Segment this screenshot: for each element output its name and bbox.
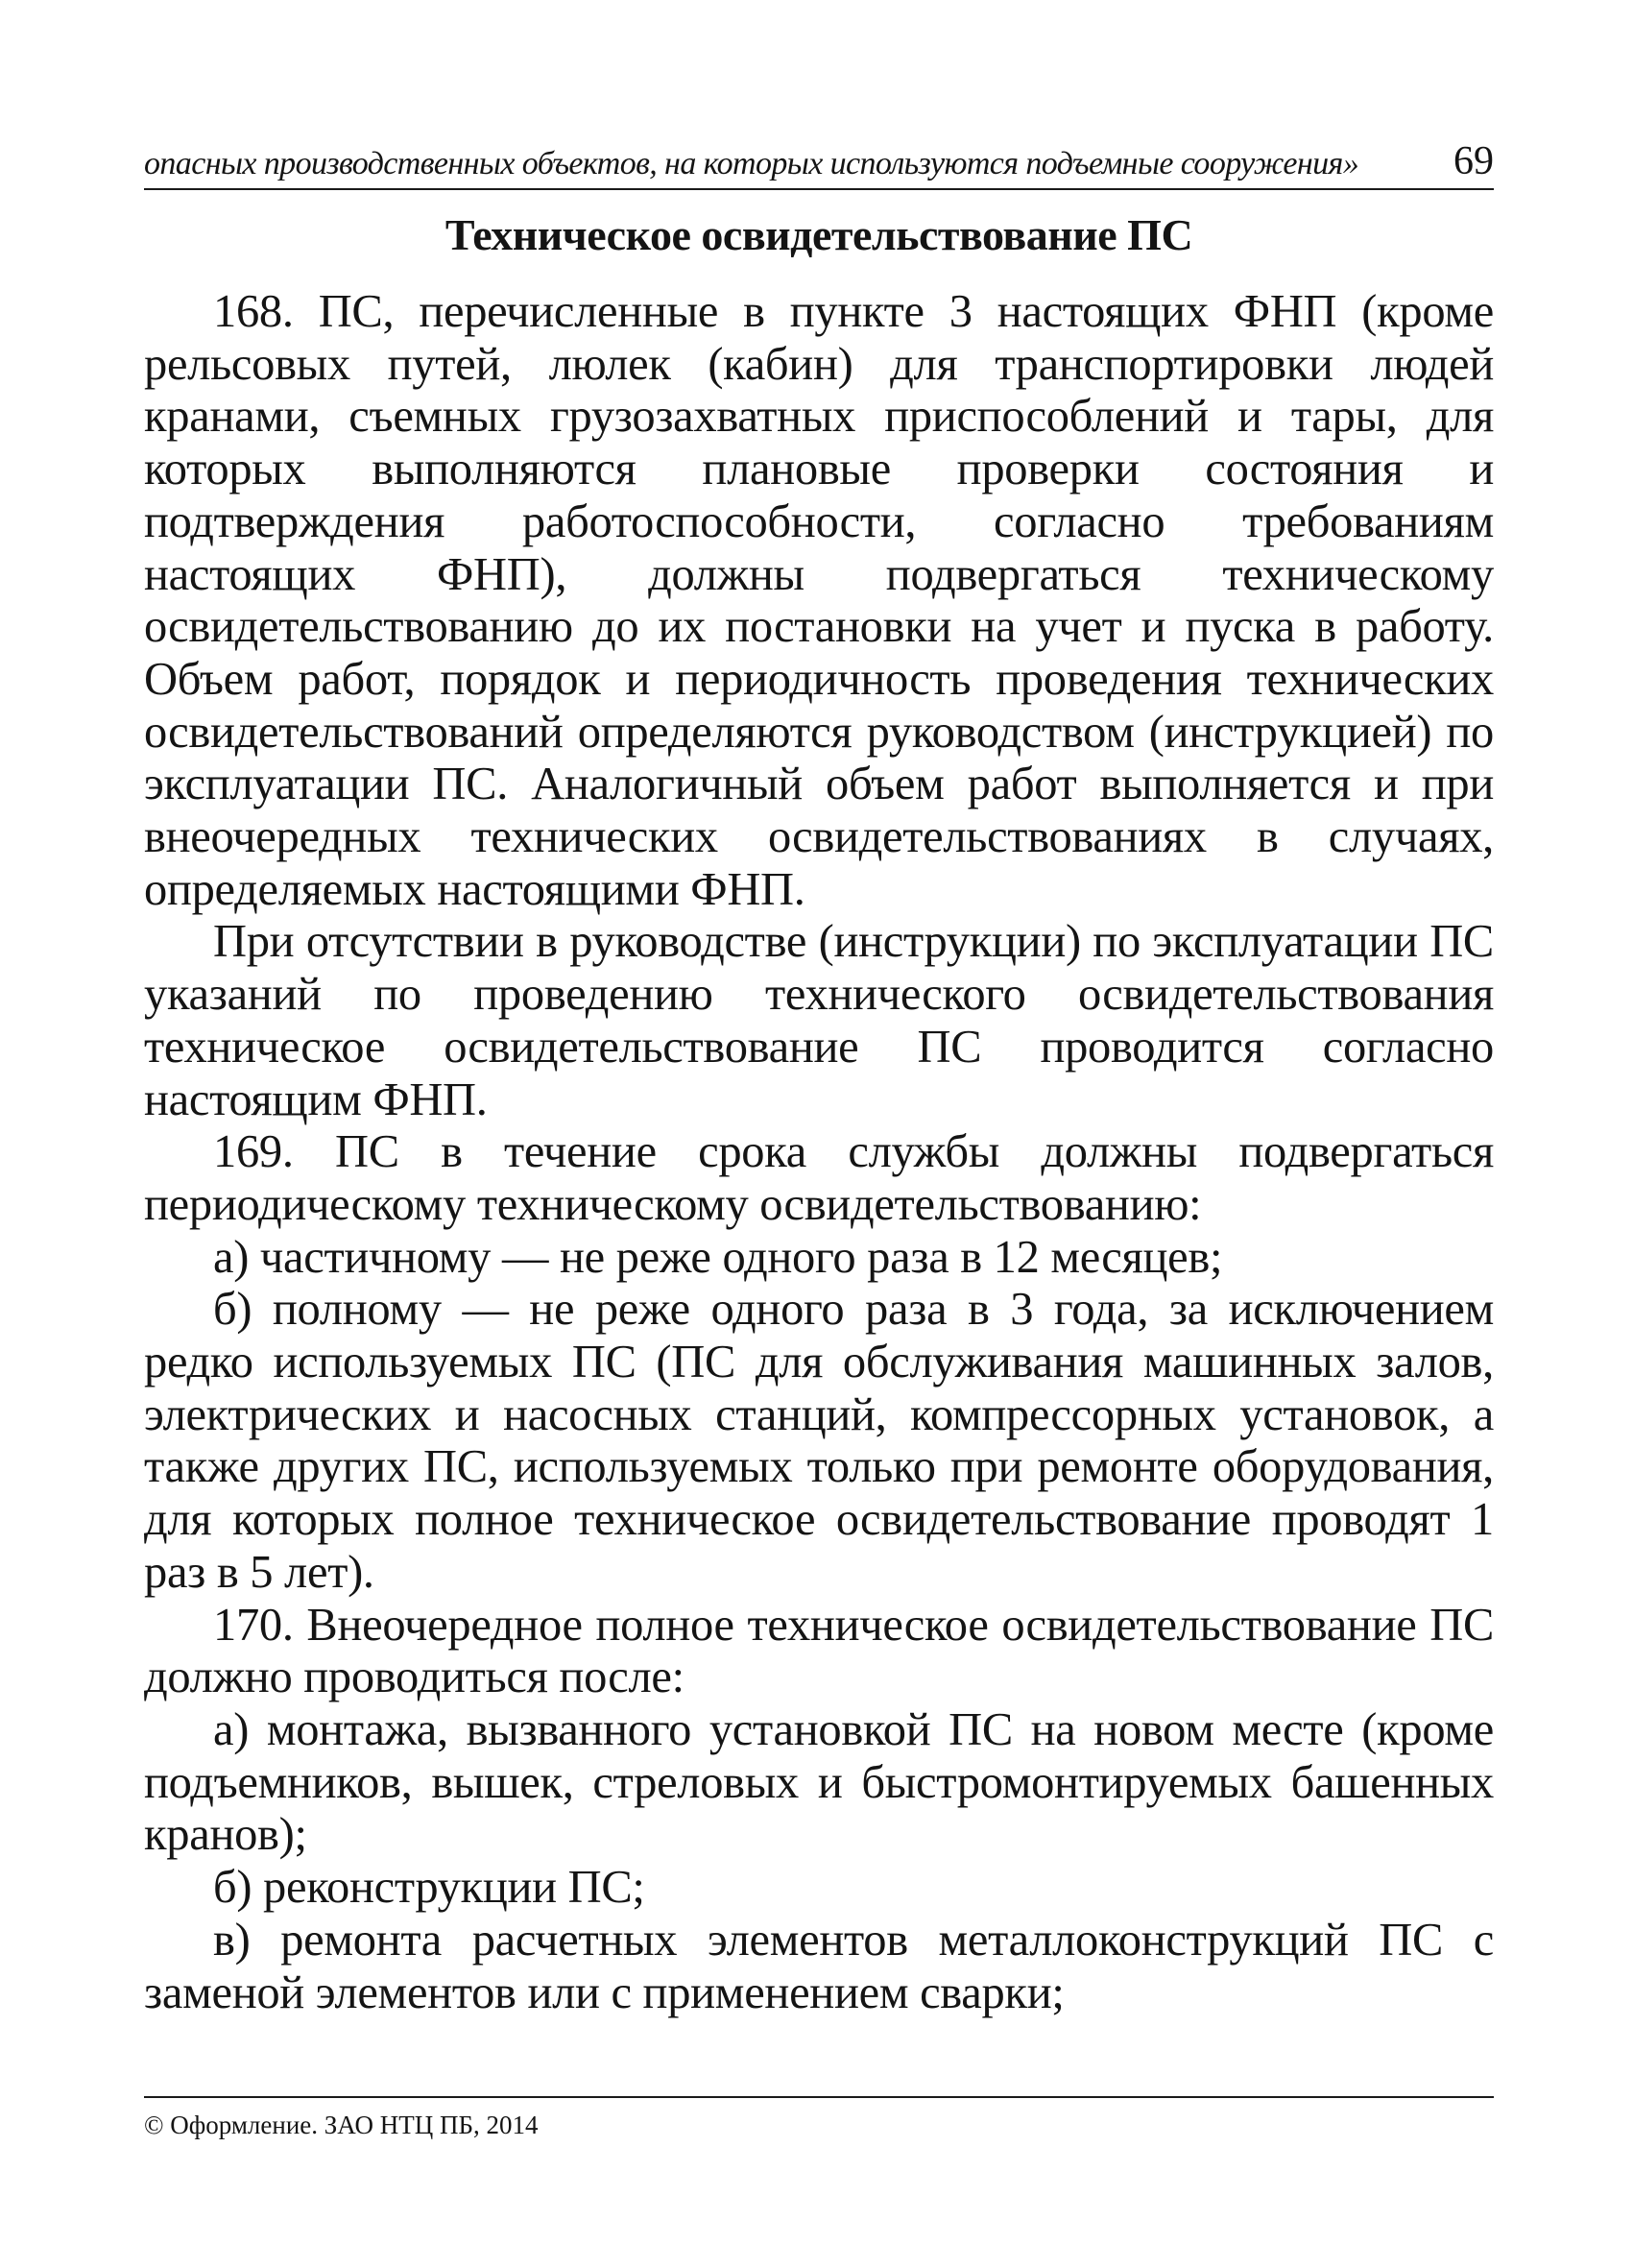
- running-header: [144, 133, 1494, 190]
- paragraph-168: 168. ПС, перечисленные в пункте 3 настоящих ФНП (кроме рельсовых путей, люлек (кабин) для транспортировки людей кранами, съемных грузозахватных приспособлений и тары, для которых выполняются плановые проверки состояния и подтверждения работоспособности, согласно требованиям настоящих ФНП), должны подвергаться техническому освидетельствованию до их постановки на учет и пуска в работу. Объем работ, порядок и периодичность проведения технических освидетельствований определяются руководством (инструкцией) по эксплуатации ПС. Аналогичный объем работ выполняется и при внеочередных технических освидетельствованиях в случаях, определяемых настоящими ФНП.: [144, 286, 1494, 915]
- paragraph-170-b: б) реконструкции ПС;: [213, 1862, 645, 1914]
- header-rule: [144, 188, 1494, 190]
- running-header-title: опасных производственных объектов, на которых используются подъемные сооружения»: [144, 146, 1359, 181]
- paragraph-170-a: а) монтажа, вызванного установкой ПС на новом месте (кроме подъемников, вышек, стреловых и быстромонтируемых башенных кранов);: [144, 1703, 1494, 1861]
- page-number: 69: [1453, 139, 1494, 183]
- paragraph-169-a: а) частичному — не реже одного раза в 12 месяцев;: [213, 1231, 1223, 1283]
- body-text: [144, 286, 1494, 2019]
- paragraph-169: 169. ПС в течение срока службы должны подвергаться периодическому техническому освидетельствованию:: [144, 1126, 1494, 1230]
- footer-rule: [144, 2096, 1494, 2098]
- footer-copyright: © Оформление. ЗАО НТЦ ПБ, 2014: [144, 2111, 539, 2139]
- paragraph-170: 170. Внеочередное полное техническое освидетельствование ПС должно проводиться после:: [144, 1599, 1494, 1703]
- paragraph-170-c: в) ремонта расчетных элементов металлоконструкций ПС с заменой элементов или с применением сварки;: [144, 1914, 1494, 2018]
- paragraph-169-b: б) полному — не реже одного раза в 3 года, за исключением редко используемых ПС (ПС для обслуживания машинных залов, электрических и насосных станций, компрессорных установок, а также других ПС, используемых только при ремонте оборудования, для которых полное техническое освидетельствование проводят 1 раз в 5 лет).: [144, 1284, 1494, 1598]
- paragraph-168-note: При отсутствии в руководстве (инструкции) по эксплуатации ПС указаний по проведению технического освидетельствования техническое освидетельствование ПС проводится согласно настоящим ФНП.: [144, 916, 1494, 1125]
- section-title: Техническое освидетельствование ПС: [444, 210, 1193, 259]
